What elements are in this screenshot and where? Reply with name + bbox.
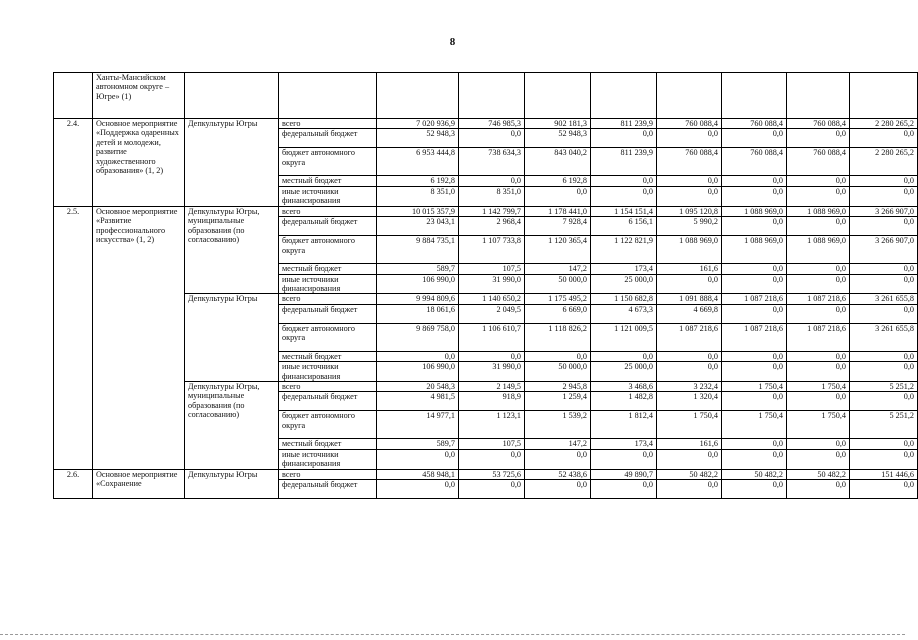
amount-cell: 0,0	[525, 480, 591, 499]
amount-cell: 0,0	[850, 186, 918, 206]
amount-cell: 0,0	[722, 439, 787, 449]
amount-cell: 0,0	[591, 480, 657, 499]
amount-cell: 1 088 969,0	[787, 236, 850, 264]
amount-cell: 811 239,9	[591, 148, 657, 176]
amount-cell: 1 118 826,2	[525, 323, 591, 351]
amount-cell: 18 061,6	[377, 304, 459, 323]
amount-cell: 52 948,3	[525, 129, 591, 148]
amount-cell: 738 634,3	[459, 148, 525, 176]
amount-cell: 1 106 610,7	[459, 323, 525, 351]
amount-cell: 0,0	[722, 264, 787, 274]
amount-cell: 1 088 969,0	[657, 236, 722, 264]
amount-cell: 31 990,0	[459, 362, 525, 382]
amount-cell: 1 095 120,8	[657, 206, 722, 216]
amount-cell: 0,0	[657, 449, 722, 469]
amount-cell: 0,0	[657, 176, 722, 186]
amount-cell: 0,0	[657, 274, 722, 294]
scan-edge-line	[0, 634, 905, 635]
header-continuation-row	[54, 73, 918, 119]
amount-cell: 0,0	[377, 449, 459, 469]
amount-cell: 1 087 218,6	[657, 323, 722, 351]
activity-name-cell: Ханты-Мансийском автономном округе – Югре» (1)	[93, 73, 185, 119]
amount-cell: 1 140 650,2	[459, 294, 525, 304]
amount-cell: 760 088,4	[657, 148, 722, 176]
amount-cell: 0,0	[459, 351, 525, 361]
amount-cell: 902 181,3	[525, 119, 591, 129]
amount-cell: 1 122 821,9	[591, 236, 657, 264]
empty-cell	[657, 73, 722, 119]
amount-cell: 1 150 682,8	[591, 294, 657, 304]
funding-source-cell: бюджет автономного округа	[279, 148, 377, 176]
executor-cell: Депкультуры Югры	[185, 294, 279, 382]
amount-cell: 1 087 218,6	[787, 323, 850, 351]
amount-cell: 918,9	[459, 392, 525, 411]
funding-source-cell: федеральный бюджет	[279, 480, 377, 499]
funding-source-cell: местный бюджет	[279, 439, 377, 449]
amount-cell: 0,0	[850, 480, 918, 499]
amount-cell: 1 087 218,6	[722, 323, 787, 351]
amount-cell: 458 948,1	[377, 469, 459, 479]
amount-cell: 10 015 357,9	[377, 206, 459, 216]
amount-cell: 1 175 495,2	[525, 294, 591, 304]
amount-cell: 0,0	[459, 449, 525, 469]
empty-cell	[525, 73, 591, 119]
funding-source-cell: всего	[279, 469, 377, 479]
funding-source-cell: иные источники финансирования	[279, 274, 377, 294]
amount-cell: 0,0	[591, 351, 657, 361]
amount-cell: 0,0	[850, 392, 918, 411]
amount-cell: 1 142 799,7	[459, 206, 525, 216]
funding-source-cell: федеральный бюджет	[279, 129, 377, 148]
amount-cell: 1 087 218,6	[787, 294, 850, 304]
amount-cell: 589,7	[377, 439, 459, 449]
amount-cell: 0,0	[787, 217, 850, 236]
amount-cell: 161,6	[657, 439, 722, 449]
executor-cell: Депкультуры Югры	[185, 119, 279, 207]
table-row	[54, 206, 918, 216]
amount-cell: 0,0	[850, 304, 918, 323]
amount-cell: 1 088 969,0	[787, 206, 850, 216]
funding-source-cell: всего	[279, 206, 377, 216]
amount-cell: 0,0	[591, 129, 657, 148]
amount-cell: 4 673,3	[591, 304, 657, 323]
row-number-cell: 2.5.	[54, 206, 93, 469]
amount-cell: 50 000,0	[525, 274, 591, 294]
funding-source-cell: иные источники финансирования	[279, 362, 377, 382]
amount-cell: 173,4	[591, 439, 657, 449]
activity-name-cell: Основное мероприятие «Развитие профессионального искусства» (1, 2)	[93, 206, 185, 469]
amount-cell: 6 156,1	[591, 217, 657, 236]
amount-cell: 106 990,0	[377, 362, 459, 382]
amount-cell: 1 178 441,0	[525, 206, 591, 216]
funding-source-cell: бюджет автономного округа	[279, 323, 377, 351]
amount-cell: 0,0	[850, 274, 918, 294]
amount-cell: 1 750,4	[657, 411, 722, 439]
funding-source-cell: иные источники финансирования	[279, 186, 377, 206]
amount-cell: 0,0	[657, 186, 722, 206]
amount-cell: 0,0	[525, 351, 591, 361]
executor-cell: Депкультуры Югры, муниципальные образования (по согласованию)	[185, 382, 279, 470]
amount-cell: 173,4	[591, 264, 657, 274]
amount-cell: 0,0	[722, 217, 787, 236]
amount-cell: 1 154 151,4	[591, 206, 657, 216]
amount-cell: 589,7	[377, 264, 459, 274]
amount-cell: 0,0	[787, 362, 850, 382]
amount-cell: 5 990,2	[657, 217, 722, 236]
amount-cell: 1 320,4	[657, 392, 722, 411]
amount-cell: 0,0	[722, 304, 787, 323]
amount-cell: 5 251,2	[850, 382, 918, 392]
amount-cell: 0,0	[377, 480, 459, 499]
amount-cell: 746 985,3	[459, 119, 525, 129]
amount-cell: 760 088,4	[787, 148, 850, 176]
amount-cell: 2 968,4	[459, 217, 525, 236]
amount-cell: 0,0	[722, 480, 787, 499]
amount-cell: 0,0	[722, 362, 787, 382]
amount-cell: 6 669,0	[525, 304, 591, 323]
funding-source-cell: иные источники финансирования	[279, 449, 377, 469]
amount-cell: 0,0	[525, 186, 591, 206]
amount-cell: 3 261 655,8	[850, 294, 918, 304]
funding-source-cell: всего	[279, 294, 377, 304]
amount-cell: 760 088,4	[722, 148, 787, 176]
funding-source-cell: федеральный бюджет	[279, 304, 377, 323]
amount-cell: 0,0	[787, 274, 850, 294]
amount-cell: 2 280 265,2	[850, 148, 918, 176]
amount-cell: 1 121 009,5	[591, 323, 657, 351]
amount-cell: 50 000,0	[525, 362, 591, 382]
amount-cell: 50 482,2	[722, 469, 787, 479]
funding-source-cell: местный бюджет	[279, 351, 377, 361]
amount-cell: 3 261 655,8	[850, 323, 918, 351]
amount-cell: 1 750,4	[722, 382, 787, 392]
amount-cell: 151 446,6	[850, 469, 918, 479]
amount-cell: 0,0	[787, 439, 850, 449]
amount-cell: 0,0	[850, 362, 918, 382]
amount-cell: 0,0	[722, 186, 787, 206]
amount-cell: 6 953 444,8	[377, 148, 459, 176]
amount-cell: 0,0	[850, 439, 918, 449]
amount-cell: 2 149,5	[459, 382, 525, 392]
amount-cell: 0,0	[525, 449, 591, 469]
amount-cell: 3 468,6	[591, 382, 657, 392]
program-finance-table	[53, 72, 918, 499]
amount-cell: 107,5	[459, 264, 525, 274]
amount-cell: 1 259,4	[525, 392, 591, 411]
amount-cell: 0,0	[722, 176, 787, 186]
amount-cell: 20 548,3	[377, 382, 459, 392]
executor-cell: Депкультуры Югры, муниципальные образования (по согласованию)	[185, 206, 279, 294]
amount-cell: 0,0	[787, 449, 850, 469]
amount-cell: 4 669,8	[657, 304, 722, 323]
empty-cell	[722, 73, 787, 119]
amount-cell: 7 928,4	[525, 217, 591, 236]
amount-cell: 0,0	[787, 129, 850, 148]
amount-cell: 0,0	[591, 186, 657, 206]
empty-cell	[591, 73, 657, 119]
amount-cell: 3 266 907,0	[850, 206, 918, 216]
amount-cell: 0,0	[722, 351, 787, 361]
amount-cell: 0,0	[657, 351, 722, 361]
amount-cell: 2 280 265,2	[850, 119, 918, 129]
amount-cell: 0,0	[459, 176, 525, 186]
amount-cell: 0,0	[722, 449, 787, 469]
amount-cell: 5 251,2	[850, 411, 918, 439]
funding-source-cell: местный бюджет	[279, 264, 377, 274]
amount-cell: 0,0	[657, 362, 722, 382]
activity-name-cell: Основное мероприятие «Сохранение	[93, 469, 185, 498]
amount-cell: 4 981,5	[377, 392, 459, 411]
funding-source-cell: федеральный бюджет	[279, 217, 377, 236]
amount-cell: 8 351,0	[377, 186, 459, 206]
amount-cell: 9 884 735,1	[377, 236, 459, 264]
amount-cell: 0,0	[722, 274, 787, 294]
amount-cell: 0,0	[459, 129, 525, 148]
amount-cell: 0,0	[850, 217, 918, 236]
funding-source-cell: федеральный бюджет	[279, 392, 377, 411]
amount-cell: 0,0	[787, 351, 850, 361]
amount-cell: 1 091 888,4	[657, 294, 722, 304]
row-number-cell: 2.4.	[54, 119, 93, 207]
activity-name-cell: Основное мероприятие «Поддержка одаренных детей и молодежи, развитие художественного образования» (1, 2)	[93, 119, 185, 207]
amount-cell: 3 266 907,0	[850, 236, 918, 264]
funding-source-cell: местный бюджет	[279, 176, 377, 186]
amount-cell: 1 088 969,0	[722, 236, 787, 264]
empty-cell	[377, 73, 459, 119]
amount-cell: 0,0	[591, 176, 657, 186]
amount-cell: 0,0	[787, 480, 850, 499]
empty-cell	[850, 73, 918, 119]
amount-cell: 161,6	[657, 264, 722, 274]
amount-cell: 9 869 758,0	[377, 323, 459, 351]
amount-cell: 0,0	[787, 264, 850, 274]
amount-cell: 9 994 809,6	[377, 294, 459, 304]
amount-cell: 52 948,3	[377, 129, 459, 148]
amount-cell: 1 088 969,0	[722, 206, 787, 216]
amount-cell: 2 945,8	[525, 382, 591, 392]
empty-cell	[787, 73, 850, 119]
amount-cell: 1 087 218,6	[722, 294, 787, 304]
amount-cell: 50 482,2	[787, 469, 850, 479]
amount-cell: 25 000,0	[591, 362, 657, 382]
amount-cell: 1 539,2	[525, 411, 591, 439]
amount-cell: 23 043,1	[377, 217, 459, 236]
amount-cell: 2 049,5	[459, 304, 525, 323]
amount-cell: 0,0	[591, 449, 657, 469]
amount-cell: 0,0	[657, 480, 722, 499]
amount-cell: 6 192,8	[377, 176, 459, 186]
amount-cell: 0,0	[787, 304, 850, 323]
funding-source-cell: всего	[279, 119, 377, 129]
amount-cell: 107,5	[459, 439, 525, 449]
amount-cell: 760 088,4	[787, 119, 850, 129]
funding-source-cell: бюджет автономного округа	[279, 411, 377, 439]
table-row	[54, 119, 918, 129]
amount-cell: 0,0	[657, 129, 722, 148]
amount-cell: 147,2	[525, 439, 591, 449]
amount-cell: 8 351,0	[459, 186, 525, 206]
executor-cell	[185, 73, 279, 119]
amount-cell: 0,0	[850, 449, 918, 469]
amount-cell: 1 750,4	[787, 411, 850, 439]
amount-cell: 6 192,8	[525, 176, 591, 186]
amount-cell: 0,0	[787, 186, 850, 206]
amount-cell: 1 750,4	[722, 411, 787, 439]
amount-cell: 7 020 936,9	[377, 119, 459, 129]
amount-cell: 0,0	[722, 392, 787, 411]
amount-cell: 49 890,7	[591, 469, 657, 479]
amount-cell: 3 232,4	[657, 382, 722, 392]
funding-source-cell: всего	[279, 382, 377, 392]
funding-source-cell: бюджет автономного округа	[279, 236, 377, 264]
amount-cell: 843 040,2	[525, 148, 591, 176]
row-number-cell: 2.6.	[54, 469, 93, 498]
amount-cell: 147,2	[525, 264, 591, 274]
empty-cell	[459, 73, 525, 119]
amount-cell: 1 120 365,4	[525, 236, 591, 264]
amount-cell: 0,0	[377, 351, 459, 361]
amount-cell: 1 812,4	[591, 411, 657, 439]
table-row	[54, 469, 918, 479]
empty-cell	[279, 73, 377, 119]
amount-cell: 31 990,0	[459, 274, 525, 294]
amount-cell: 1 107 733,8	[459, 236, 525, 264]
amount-cell: 0,0	[722, 129, 787, 148]
amount-cell: 0,0	[787, 176, 850, 186]
amount-cell: 760 088,4	[722, 119, 787, 129]
amount-cell: 1 482,8	[591, 392, 657, 411]
amount-cell: 0,0	[850, 264, 918, 274]
amount-cell: 0,0	[850, 351, 918, 361]
amount-cell: 1 750,4	[787, 382, 850, 392]
amount-cell: 52 438,6	[525, 469, 591, 479]
amount-cell: 1 123,1	[459, 411, 525, 439]
amount-cell: 106 990,0	[377, 274, 459, 294]
amount-cell: 50 482,2	[657, 469, 722, 479]
amount-cell: 760 088,4	[657, 119, 722, 129]
page-number: 8	[449, 36, 456, 48]
amount-cell: 0,0	[459, 480, 525, 499]
amount-cell: 25 000,0	[591, 274, 657, 294]
executor-cell: Депкультуры Югры	[185, 469, 279, 498]
amount-cell: 0,0	[787, 392, 850, 411]
amount-cell: 811 239,9	[591, 119, 657, 129]
amount-cell: 0,0	[850, 129, 918, 148]
amount-cell: 0,0	[850, 176, 918, 186]
row-number-cell	[54, 73, 93, 119]
amount-cell: 14 977,1	[377, 411, 459, 439]
amount-cell: 53 725,6	[459, 469, 525, 479]
